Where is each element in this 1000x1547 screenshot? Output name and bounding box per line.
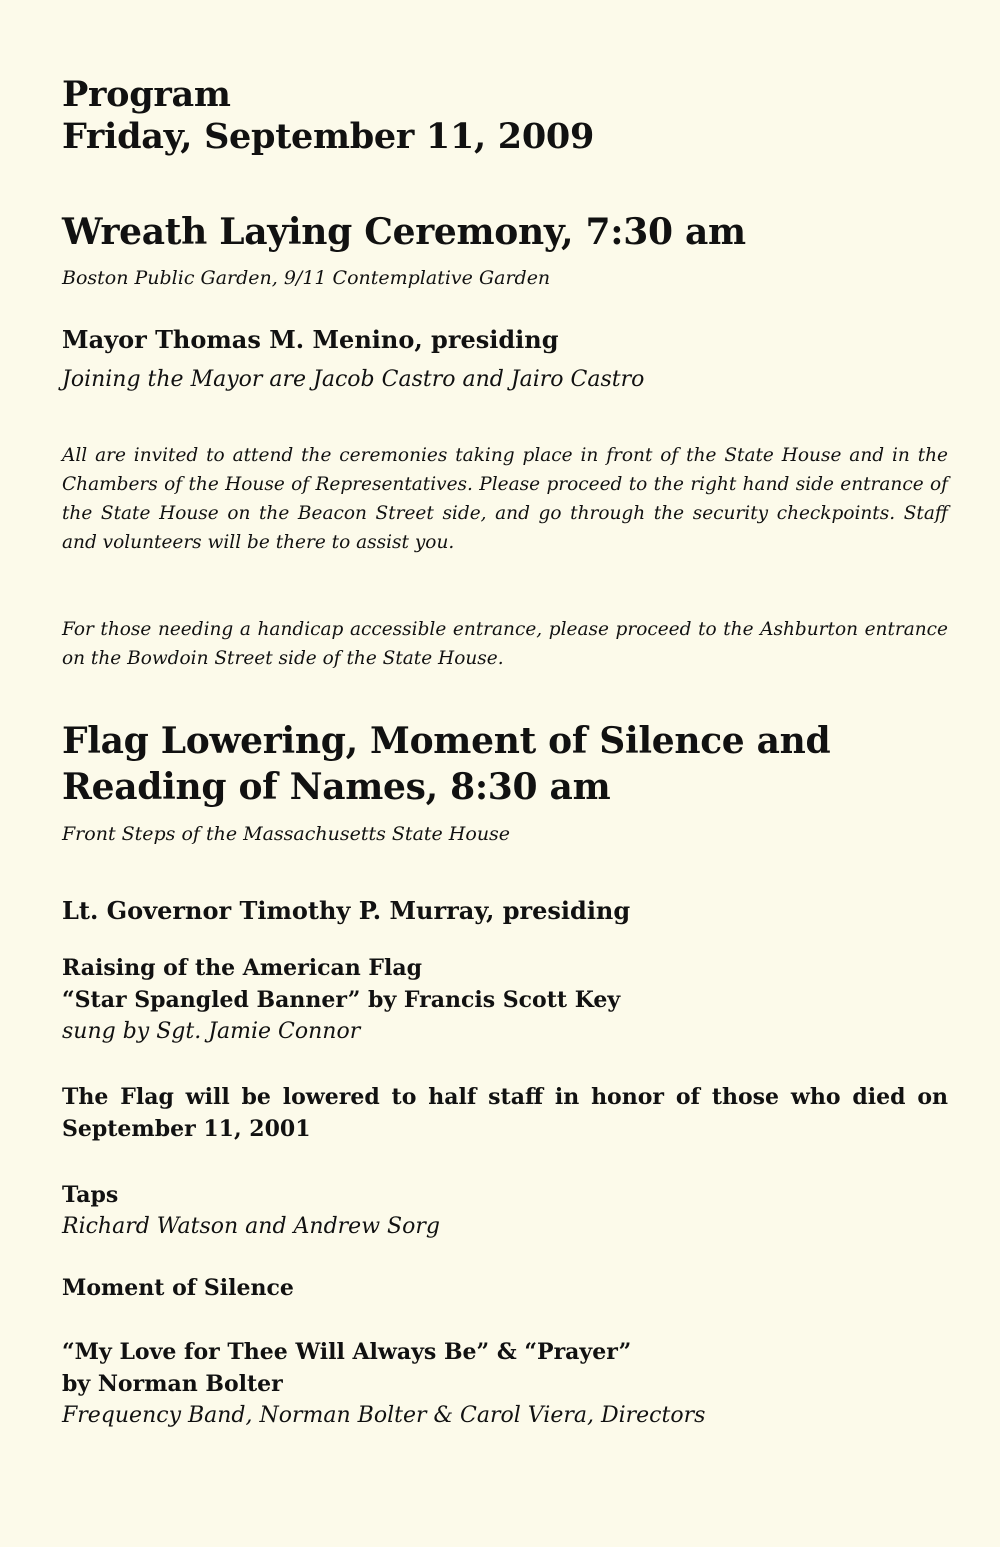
anthem-performer: sung by Sgt. Jamie Connor bbox=[62, 1019, 361, 1044]
wreath-ceremony-title: Wreath Laying Ceremony, 7:30 am bbox=[62, 211, 746, 253]
flag-lowering-title bbox=[62, 718, 948, 810]
accessibility-paragraph: For those needing a handicap accessible entrance, please proceed to the Ashburton entrance on the Bowdoin Street side of the State House. bbox=[62, 619, 948, 669]
taps-performers: Richard Watson and Andrew Sorg bbox=[62, 1214, 440, 1239]
program-heading bbox=[62, 74, 948, 158]
wreath-joining: Joining the Mayor are Jacob Castro and Jairo Castro bbox=[62, 367, 645, 392]
wreath-presiding: Mayor Thomas M. Menino, presiding bbox=[62, 325, 559, 354]
flag-lowering-location: Front Steps of the Massachusetts State House bbox=[62, 823, 511, 845]
moment-of-silence-title: Moment of Silence bbox=[62, 1275, 294, 1301]
flag-presiding: Lt. Governor Timothy P. Murray, presiding bbox=[62, 896, 631, 925]
anthem-title: “Star Spangled Banner” by Francis Scott Key bbox=[62, 987, 621, 1013]
song-composer: by Norman Bolter bbox=[62, 1371, 283, 1397]
flag-raising-item bbox=[62, 952, 948, 1048]
taps-item bbox=[62, 1179, 948, 1243]
flag-title-line-2: Reading of Names, 8:30 am bbox=[62, 766, 611, 808]
song-title: “My Love for Thee Will Always Be” & “Prayer” bbox=[62, 1339, 632, 1365]
song-item bbox=[62, 1336, 948, 1432]
song-performers: Frequency Band, Norman Bolter & Carol Viera, Directors bbox=[62, 1403, 706, 1428]
half-staff-note: The Flag will be lowered to half staff in honor of those who died on September 11, 2001 bbox=[62, 1084, 948, 1142]
flag-raising-title: Raising of the American Flag bbox=[62, 955, 423, 981]
wreath-ceremony-location: Boston Public Garden, 9/11 Contemplative Garden bbox=[62, 267, 551, 289]
invitation-paragraph: All are invited to attend the ceremonies taking place in front of the State House and in the Chambers of the House of Representatives. Please proceed to the right hand side entrance of the State House on the Beacon Street side, and go through the security checkpoints. Staff and volunteers will be there to assist you. bbox=[62, 445, 948, 553]
flag-title-line-1: Flag Lowering, Moment of Silence and bbox=[62, 720, 831, 762]
program-title: Program bbox=[62, 74, 231, 115]
taps-title: Taps bbox=[62, 1182, 119, 1208]
program-date: Friday, September 11, 2009 bbox=[62, 116, 595, 157]
